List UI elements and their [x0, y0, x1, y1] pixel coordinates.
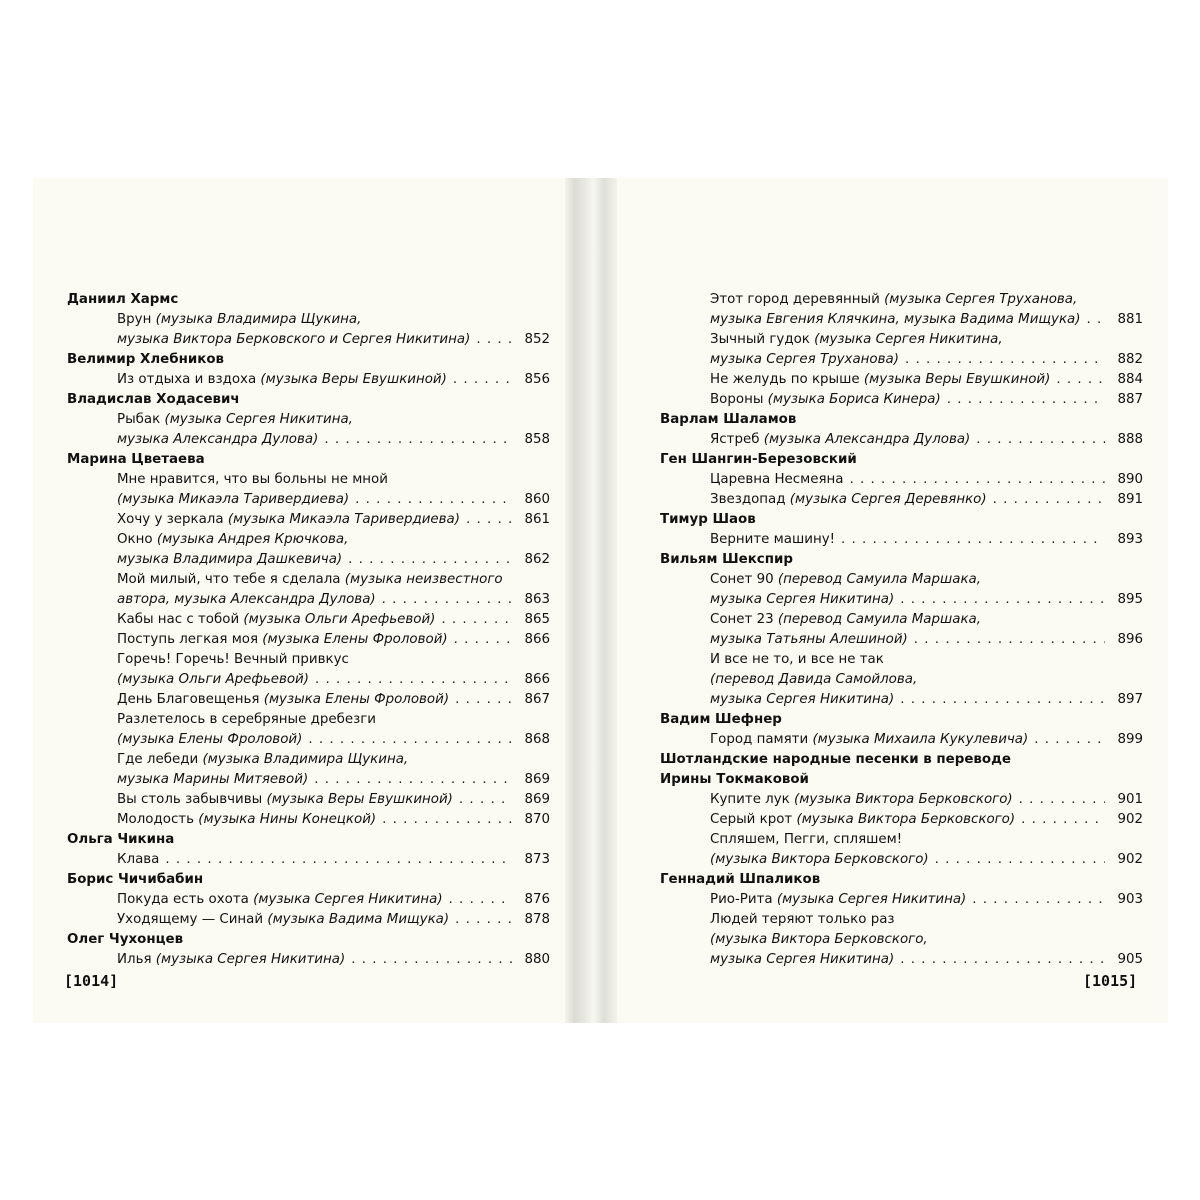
entry-credit: музыка Виктора Берковского и Сергея Никитина) — [117, 332, 471, 347]
dot-leader — [449, 890, 512, 910]
entry-title-group — [710, 390, 941, 410]
entry-title: Город памяти — [710, 732, 813, 747]
dot-leader — [849, 470, 1105, 490]
dot-leader — [900, 590, 1105, 610]
author-heading: Владислав Ходасевич — [67, 392, 240, 407]
author-heading: Тимур Шаов — [660, 512, 756, 527]
entry-title-group — [117, 330, 470, 350]
toc-entry-line — [117, 910, 550, 930]
entry-title-group — [710, 590, 894, 610]
toc-entry-line — [710, 630, 1143, 650]
toc-entry-line — [710, 850, 1143, 870]
left-page-toc — [67, 290, 550, 970]
entry-title-group — [710, 810, 1015, 830]
entry-title-group — [710, 670, 917, 690]
entry-title-group — [710, 310, 1080, 330]
toc-entry-line — [117, 370, 550, 390]
entry-title: Молодость — [117, 812, 199, 827]
author-heading: Марина Цветаева — [67, 452, 205, 467]
toc-entry-line — [117, 690, 550, 710]
entry-title-group — [117, 590, 376, 610]
dot-leader — [382, 590, 512, 610]
toc-entry-continuation — [117, 470, 550, 490]
entry-title-group — [117, 910, 449, 930]
dot-leader — [476, 330, 512, 350]
toc-entry-continuation — [117, 710, 550, 730]
entry-title-group — [117, 550, 342, 570]
dot-leader — [900, 950, 1105, 970]
dot-leader — [348, 550, 512, 570]
page-number-ref: 862 — [524, 552, 550, 567]
entry-credit: (музыка Вадима Мищука) — [267, 912, 450, 927]
toc-entry-line — [710, 530, 1143, 550]
entry-credit: (музыка Владимира Щукина, — [202, 752, 409, 767]
entry-credit: (музыка Нины Конецкой) — [198, 812, 377, 827]
author-heading: Вильям Шекспир — [660, 552, 793, 567]
dot-leader — [165, 850, 512, 870]
toc-entry-continuation — [117, 530, 550, 550]
entry-title-group — [117, 430, 318, 450]
entry-title: Окно — [117, 532, 157, 547]
entry-title-group — [117, 570, 503, 590]
page-number-ref: 863 — [524, 592, 550, 607]
toc-entry-continuation — [710, 290, 1143, 310]
page-number-ref: 905 — [1117, 952, 1143, 967]
entry-credit: музыка Сергея Никитина) — [710, 592, 895, 607]
page-number-ref: 902 — [1117, 812, 1143, 827]
entry-title-group — [710, 730, 1028, 750]
entry-title: Серый крот — [710, 812, 797, 827]
dot-leader — [914, 630, 1105, 650]
entry-title-group — [710, 610, 981, 630]
dot-leader — [455, 690, 512, 710]
entry-title: Верните машину! — [710, 532, 835, 547]
entry-title-group — [710, 850, 929, 870]
entry-title: Царевна Несмеяна — [710, 472, 844, 487]
toc-entry-line — [117, 670, 550, 690]
toc-entry-line — [710, 390, 1143, 410]
entry-title-group — [117, 490, 349, 510]
entry-title-group — [117, 890, 443, 910]
author-heading: Даниил Хармс — [67, 292, 179, 307]
entry-title-group — [117, 710, 376, 730]
author-heading: Геннадий Шпаликов — [660, 872, 821, 887]
page-number-ref: 887 — [1117, 392, 1143, 407]
entry-title: Врун — [117, 312, 156, 327]
toc-entry-continuation — [710, 830, 1143, 850]
entry-title-group — [710, 350, 899, 370]
author-heading: Шотландские народные песенки в переводе — [660, 752, 1012, 767]
entry-credit: музыка Сергея Никитина) — [710, 692, 895, 707]
page-number-ref: 867 — [524, 692, 550, 707]
page-number-ref: 878 — [524, 912, 550, 927]
entry-title-group — [117, 850, 159, 870]
page-number-ref: 882 — [1117, 352, 1143, 367]
page-number-ref: 880 — [524, 952, 550, 967]
toc-entry-line — [117, 790, 550, 810]
entry-credit: (музыка Микаэла Таривердиева) — [117, 492, 350, 507]
page-number-ref: 856 — [524, 372, 550, 387]
entry-title: Ястреб — [710, 432, 764, 447]
page-number-ref: 865 — [524, 612, 550, 627]
toc-entry-line — [117, 810, 550, 830]
entry-credit: (музыка Елены Фроловой) — [117, 732, 303, 747]
page-number-ref: 895 — [1117, 592, 1143, 607]
entry-credit: (музыка Бориса Кинера) — [767, 392, 941, 407]
entry-title-group — [710, 790, 1013, 810]
toc-entry-continuation — [117, 750, 550, 770]
entry-title-group — [117, 630, 448, 650]
entry-credit: (музыка Веры Евушкиной) — [863, 372, 1051, 387]
entry-title: Из отдыха и вздоха — [117, 372, 261, 387]
toc-entry-continuation — [117, 310, 550, 330]
entry-credit: музыка Татьяны Алешиной) — [710, 632, 908, 647]
entry-credit: (музыка Сергея Никитина) — [776, 892, 967, 907]
toc-entry-line — [710, 470, 1143, 490]
entry-title: Спляшем, Пегги, спляшем! — [710, 832, 903, 847]
toc-entry-continuation — [117, 410, 550, 430]
entry-title: Мне нравится, что вы больны не мной — [117, 472, 388, 487]
dot-leader — [314, 770, 512, 790]
toc-entry-line — [710, 490, 1143, 510]
toc-entry-line — [710, 950, 1143, 970]
entry-title-group — [710, 530, 835, 550]
dot-leader — [382, 810, 512, 830]
entry-title-group — [710, 630, 908, 650]
dot-leader — [453, 370, 512, 390]
entry-title-group — [117, 470, 388, 490]
page-number-ref: 897 — [1117, 692, 1143, 707]
dot-leader — [1019, 790, 1105, 810]
page-number-ref: 870 — [524, 812, 550, 827]
page-number-ref: 893 — [1117, 532, 1143, 547]
entry-title-group — [117, 670, 309, 690]
entry-title: Поступь легкая моя — [117, 632, 263, 647]
page-number-ref: 869 — [524, 772, 550, 787]
entry-credit: (музыка Веры Евушкиной) — [260, 372, 447, 387]
entry-credit: (музыка Александра Дулова) — [763, 432, 971, 447]
entry-title-group — [117, 510, 460, 530]
entry-title-group — [710, 370, 1050, 390]
entry-credit: (музыка Сергея Труханова, — [884, 292, 1078, 307]
entry-title: Покуда есть охота — [117, 892, 254, 907]
entry-title: День Благовещенья — [117, 692, 264, 707]
toc-entry-continuation — [710, 930, 1143, 950]
toc-entry-line — [710, 810, 1143, 830]
entry-credit: (музыка Сергея Никитина) — [155, 952, 346, 967]
dot-leader — [455, 910, 512, 930]
toc-entry-continuation — [710, 650, 1143, 670]
entry-title: Разлетелось в серебряные дребезги — [117, 712, 376, 727]
toc-entry-line — [710, 790, 1143, 810]
author-heading: Ирины Токмаковой — [660, 772, 809, 787]
page-number-ref: 903 — [1117, 892, 1143, 907]
entry-credit: (музыка неизвестного — [344, 572, 503, 587]
entry-credit: (музыка Виктора Берковского, — [710, 932, 928, 947]
entry-credit: музыка Сергея Труханова) — [710, 352, 899, 367]
entry-title: Вы столь забывчивы — [117, 792, 267, 807]
entry-title: Этот город деревянный — [710, 292, 885, 307]
entry-title-group — [710, 930, 928, 950]
toc-entry-line — [710, 350, 1143, 370]
dot-leader — [466, 510, 512, 530]
dot-leader — [841, 530, 1105, 550]
page-number-ref: 852 — [524, 332, 550, 347]
entry-title-group — [710, 890, 966, 910]
toc-entry-line — [117, 630, 550, 650]
dot-leader — [1034, 730, 1105, 750]
entry-credit: музыка Марины Митяевой) — [117, 772, 309, 787]
toc-entry-line — [117, 730, 550, 750]
page-number-ref: 866 — [524, 672, 550, 687]
dot-leader — [355, 490, 512, 510]
dot-leader — [900, 690, 1105, 710]
entry-credit: (музыка Сергея Никитина) — [253, 892, 443, 907]
toc-entry-line — [117, 850, 550, 870]
book-gutter — [565, 178, 617, 1023]
entry-title-group — [710, 950, 894, 970]
page-number-ref: 890 — [1117, 472, 1143, 487]
entry-credit: музыка Владимира Дашкевича) — [117, 552, 343, 567]
page-number-ref: 891 — [1117, 492, 1143, 507]
entry-title: Хочу у зеркала — [117, 512, 228, 527]
toc-entry-line — [117, 770, 550, 790]
left-page-number: [1014] — [64, 972, 119, 990]
entry-title: Горечь! Горечь! Вечный привкус — [117, 652, 349, 667]
entry-title: Людей теряют только раз — [710, 912, 895, 927]
toc-entry-continuation — [710, 570, 1143, 590]
toc-entry-continuation — [710, 330, 1143, 350]
dot-leader — [1021, 810, 1105, 830]
toc-entry-line — [117, 490, 550, 510]
entry-title: Клава — [117, 852, 160, 867]
entry-credit: музыка Сергея Никитина) — [710, 952, 895, 967]
toc-entry-line — [710, 690, 1143, 710]
entry-title: Вороны — [710, 392, 768, 407]
dot-leader — [935, 850, 1105, 870]
dot-leader — [1056, 370, 1105, 390]
page-number-ref: 869 — [524, 792, 550, 807]
toc-entry-line — [710, 310, 1143, 330]
toc-entry-line — [710, 590, 1143, 610]
entry-title: Уходящему — Синай — [117, 912, 268, 927]
entry-credit: (музыка Ольги Арефьевой) — [243, 612, 436, 627]
entry-title-group — [117, 790, 453, 810]
author-heading: Борис Чичибабин — [67, 872, 204, 887]
page-number-ref: 876 — [524, 892, 550, 907]
page-number-ref: 861 — [524, 512, 550, 527]
entry-title-group — [117, 650, 349, 670]
entry-title-group — [710, 830, 902, 850]
dot-leader — [1086, 310, 1105, 330]
entry-title-group — [710, 650, 884, 670]
dot-leader — [976, 430, 1105, 450]
entry-credit: (музыка Сергея Никитина, — [164, 412, 353, 427]
dot-leader — [441, 610, 512, 630]
page-number-ref: 858 — [524, 432, 550, 447]
entry-credit: (музыка Михаила Кукулевича) — [812, 732, 1029, 747]
entry-credit: (музыка Владимира Щукина, — [155, 312, 362, 327]
entry-title-group — [117, 310, 361, 330]
entry-credit: музыка Александра Дулова) — [117, 432, 319, 447]
toc-entry-line — [117, 430, 550, 450]
entry-title: Рыбак — [117, 412, 165, 427]
entry-credit: (музыка Веры Евушкиной) — [266, 792, 453, 807]
entry-credit: (музыка Андрея Крючкова, — [156, 532, 349, 547]
author-heading: Ольга Чикина — [67, 832, 175, 847]
entry-title-group — [710, 570, 981, 590]
entry-title-group — [117, 410, 353, 430]
dot-leader — [454, 630, 512, 650]
entry-title: Купите лук — [710, 792, 795, 807]
entry-title-group — [710, 490, 987, 510]
entry-credit: автора, музыка Александра Дулова) — [117, 592, 376, 607]
toc-entry-line — [117, 510, 550, 530]
author-heading: Вадим Шефнер — [660, 712, 782, 727]
page-number-ref: 896 — [1117, 632, 1143, 647]
entry-credit: (музыка Сергея Деревянко) — [789, 492, 987, 507]
entry-title: Илья — [117, 952, 156, 967]
entry-credit: (музыка Сергея Никитина, — [814, 332, 1003, 347]
dot-leader — [308, 730, 512, 750]
author-heading: Велимир Хлебников — [67, 352, 225, 367]
right-page-toc — [660, 290, 1143, 970]
entry-credit: (перевод Самуила Маршака, — [777, 572, 982, 587]
page-number-ref: 899 — [1117, 732, 1143, 747]
dot-leader — [315, 670, 512, 690]
entry-title: Рио-Рита — [710, 892, 777, 907]
page-number-ref: 873 — [524, 852, 550, 867]
dot-leader — [324, 430, 512, 450]
page-number-ref: 881 — [1117, 312, 1143, 327]
dot-leader — [947, 390, 1105, 410]
entry-title-group — [710, 430, 970, 450]
entry-title-group — [710, 470, 843, 490]
entry-title-group — [117, 730, 302, 750]
page-number-ref: 902 — [1117, 852, 1143, 867]
entry-title: Зычный гудок — [710, 332, 815, 347]
entry-title-group — [117, 950, 345, 970]
page-number-ref: 868 — [524, 732, 550, 747]
page-number-ref: 884 — [1117, 372, 1143, 387]
toc-entry-line — [710, 430, 1143, 450]
toc-entry-line — [117, 590, 550, 610]
author-heading: Ген Шангин-Березовский — [660, 452, 857, 467]
entry-credit: (музыка Микаэла Таривердиева) — [227, 512, 460, 527]
entry-title: Где лебеди — [117, 752, 203, 767]
toc-entry-line — [117, 550, 550, 570]
page-number-ref: 901 — [1117, 792, 1143, 807]
entry-title-group — [710, 910, 895, 930]
entry-title: Кабы нас с тобой — [117, 612, 244, 627]
toc-entry-line — [117, 890, 550, 910]
entry-title-group — [117, 810, 376, 830]
toc-entry-line — [117, 330, 550, 350]
toc-entry-continuation — [710, 910, 1143, 930]
dot-leader — [972, 890, 1105, 910]
entry-title-group — [117, 370, 447, 390]
dot-leader — [905, 350, 1105, 370]
page-number-ref: 860 — [524, 492, 550, 507]
entry-title-group — [117, 530, 348, 550]
toc-entry-line — [710, 730, 1143, 750]
author-heading: Олег Чухонцев — [67, 932, 184, 947]
dot-leader — [993, 490, 1105, 510]
page-number-ref: 866 — [524, 632, 550, 647]
entry-credit: (музыка Виктора Берковского) — [796, 812, 1016, 827]
toc-entry-continuation — [710, 670, 1143, 690]
toc-entry-continuation — [710, 610, 1143, 630]
dot-leader — [459, 790, 512, 810]
entry-credit: музыка Евгения Клячкина, музыка Вадима Мищука) — [710, 312, 1081, 327]
entry-title-group — [710, 690, 894, 710]
entry-credit: (музыка Виктора Берковского) — [794, 792, 1013, 807]
entry-title: Не желудь по крыше — [710, 372, 864, 387]
entry-title-group — [117, 610, 435, 630]
entry-title-group — [710, 290, 1077, 310]
toc-entry-line — [117, 610, 550, 630]
toc-entry-continuation — [117, 650, 550, 670]
entry-credit: (музыка Виктора Берковского) — [710, 852, 929, 867]
entry-credit: (перевод Самуила Маршака, — [777, 612, 982, 627]
entry-title-group — [710, 330, 1003, 350]
dot-leader — [351, 950, 512, 970]
entry-title-group — [117, 750, 408, 770]
entry-title: Сонет 23 — [710, 612, 778, 627]
entry-credit: (музыка Елены Фроловой) — [262, 632, 448, 647]
entry-title: Сонет 90 — [710, 572, 778, 587]
toc-entry-continuation — [117, 570, 550, 590]
entry-credit: (музыка Елены Фроловой) — [263, 692, 450, 707]
page-number-ref: 888 — [1117, 432, 1143, 447]
entry-title-group — [117, 770, 308, 790]
entry-title-group — [117, 690, 449, 710]
toc-entry-line — [710, 370, 1143, 390]
entry-title: Звездопад — [710, 492, 790, 507]
entry-credit: (музыка Ольги Арефьевой) — [117, 672, 309, 687]
entry-credit: (перевод Давида Самойлова, — [710, 672, 918, 687]
entry-title: Мой милый, что тебе я сделала — [117, 572, 345, 587]
author-heading: Варлам Шаламов — [660, 412, 797, 427]
toc-entry-line — [710, 890, 1143, 910]
entry-title: И все не то, и все не так — [710, 652, 884, 667]
right-page-number: [1015] — [1083, 972, 1138, 990]
toc-entry-line — [117, 950, 550, 970]
